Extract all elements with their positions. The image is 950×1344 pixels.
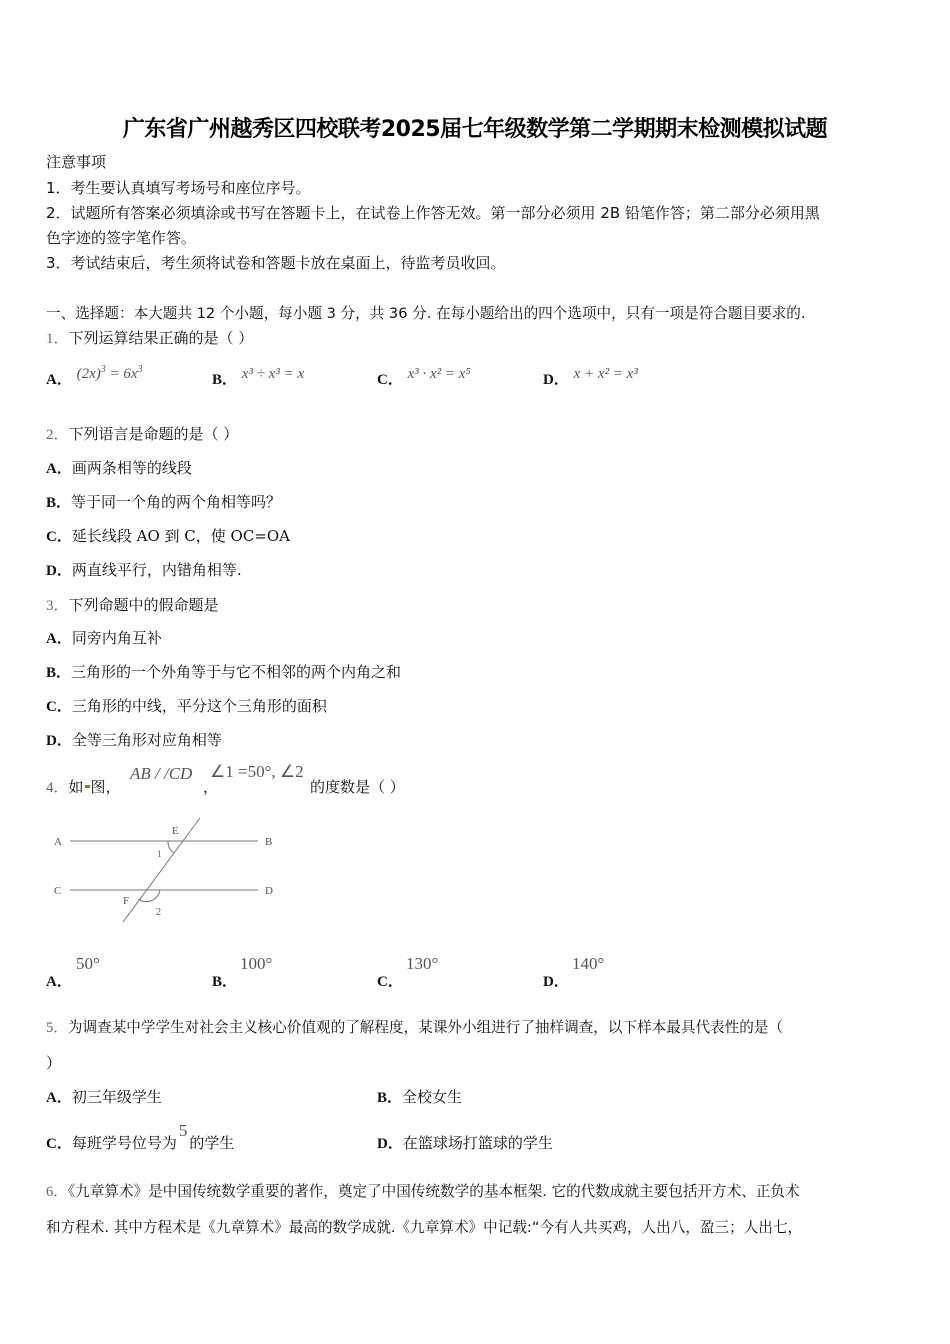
option-letter: A． [46,461,72,477]
q4-option-c-value: 130° [406,954,439,973]
question-6-cont: 和方程术. 其中方程术是《九章算术》最高的数学成就.《九章算术》中记载:“今有人共买鸡，人出八，盈三；人出七， [46,1219,803,1236]
question-number: 1． [46,331,69,347]
option-text: 的学生 [189,1134,235,1152]
q4-option-a[interactable] [46,970,72,991]
question-stem: 下列语言是命题的是（ ） [68,425,239,443]
option-letter: B． [377,1090,403,1106]
svg-text:C: C [54,885,62,897]
notice-item-1: 1．考生要认真填写考场号和座位序号。 [46,179,311,197]
option-letter: C． [377,974,403,990]
question-number: 4． [46,780,69,796]
q4-math-parallel: AB / /CD [130,764,193,783]
transversal-ef [123,818,200,922]
q4-stem-end: 的度数是（ ） [310,778,405,796]
option-letter: A． [46,974,72,990]
notice-item-2: 2．试题所有答案必须填涂或书写在答题卡上，在试卷上作答无效。第一部分必须用 2B 铅笔作答；第二部分必须用黑 [46,204,820,222]
question-stem: 为调查某中学学生对社会主义核心价值观的了解程度，某课外小组进行了抽样调查，以下样本最具代表性的是（ [67,1019,784,1036]
q1-option-b[interactable] [212,368,304,389]
q2-option-a[interactable] [46,457,192,478]
svg-text:B: B [265,836,273,848]
q3-option-c[interactable] [46,695,327,716]
question-stem: 下列运算结果正确的是（ ） [68,329,254,347]
option-letter: B． [212,372,238,388]
q4-option-d-value: 140° [572,954,605,973]
notice-item-2-cont: 色字迹的签字笔作答。 [46,229,197,247]
option-text: 全校女生 [402,1088,463,1106]
green-mark-artifact [85,785,90,788]
option-letter: C． [46,529,72,545]
q4-comma: ， [203,778,219,796]
option-letter: C． [377,372,403,388]
angle-1-arc [168,841,174,853]
option-text: 等于同一个角的两个角相等吗？ [71,493,282,511]
svg-text:2: 2 [156,907,161,918]
option-text: 同旁内角互补 [71,629,162,647]
option-letter: B． [46,665,72,681]
option-text: 全等三角形对应角相等 [71,731,222,749]
question-6 [46,1180,800,1201]
option-math: x + x² = x³ [573,366,638,382]
option-letter: D． [377,1136,403,1152]
q4-option-c[interactable] [377,970,403,991]
question-stem: 下列命题中的假命题是 [68,596,219,614]
document-title: 广东省广州越秀区四校联考2025届七年级数学第二学期期末检测模拟试题 [122,117,828,142]
option-letter: A． [46,631,72,647]
notice-item-3: 3．考试结束后，考生须将试卷和答题卡放在桌面上，待监考员收回。 [46,254,506,272]
question-3 [46,594,219,615]
q4-option-b[interactable] [212,970,237,991]
q5-option-c[interactable] [46,1121,235,1153]
q5-option-d[interactable] [377,1132,553,1153]
q3-option-d[interactable] [46,729,222,750]
q5-option-a[interactable] [46,1086,162,1107]
q2-option-b[interactable] [46,491,281,512]
question-number: 5． [46,1020,68,1036]
option-letter: D． [46,733,72,749]
question-stem: 如 [68,778,84,796]
option-letter: A． [46,372,72,388]
q4-math-angles: ∠1 =50°, ∠2 [210,762,304,781]
option-text: 初三年级学生 [71,1088,162,1106]
option-math: 5 [178,1121,188,1140]
question-number: 6． [46,1184,68,1200]
question-number: 3． [46,598,69,614]
section-heading: 一、选择题：本大题共 12 个小题，每小题 3 分，共 36 分. 在每小题给出的四个选项中，只有一项是符合题目要求的. [46,305,806,322]
option-text: 三角形的中线，平分这个三角形的面积 [71,697,327,715]
q4-option-a-value: 50° [76,954,100,973]
option-text: 每班学号位号为 [71,1134,177,1152]
q2-option-d[interactable] [46,559,242,580]
option-math: x³ · x² = x⁵ [407,366,471,382]
parallel-lines-figure [40,810,290,930]
option-letter: D． [46,563,72,579]
svg-text:F: F [123,895,130,907]
question-number: 2． [46,427,69,443]
question-stem: 《九章算术》是中国传统数学重要的著作，奠定了中国传统数学的基本框架. 它的代数成就主要包括开方术、正负术 [67,1183,800,1200]
question-1 [46,327,253,348]
option-letter: C． [46,699,72,715]
option-letter: D． [543,974,569,990]
angle-2-arc [138,890,160,902]
option-letter: C． [46,1136,72,1152]
q1-option-d[interactable] [543,368,638,389]
q4-option-d[interactable] [543,970,569,991]
question-2 [46,423,238,444]
question-5 [46,1016,783,1037]
q5-option-b[interactable] [377,1086,462,1107]
option-letter: B． [212,974,238,990]
q4-option-b-value: 100° [240,954,273,973]
svg-text:1: 1 [157,849,162,859]
option-letter: B． [46,495,72,511]
q3-option-b[interactable] [46,661,401,682]
option-letter: A． [46,1090,72,1106]
option-math: x³ ÷ x³ = x [241,366,305,382]
option-text: 在篮球场打篮球的学生 [402,1134,553,1152]
q3-option-a[interactable] [46,627,162,648]
option-text: 延长线段 AO 到 C，使 OC=OA [71,527,290,545]
question-5-cont: ） [46,1054,62,1072]
question-4 [46,776,121,797]
svg-text:E: E [172,825,179,837]
option-text: 两直线平行，内错角相等. [71,561,242,579]
option-text: 画两条相等的线段 [71,459,192,477]
svg-text:D: D [265,885,273,897]
svg-text:A: A [54,836,62,848]
q1-option-c[interactable] [377,368,471,389]
q2-option-c[interactable] [46,525,290,546]
option-text: 三角形的一个外角等于与它不相邻的两个内角之和 [71,663,402,681]
q1-option-a[interactable] [46,364,143,389]
notice-heading: 注意事项 [46,153,107,171]
option-letter: D． [543,372,569,388]
question-stem: 图， [90,778,121,796]
option-math: $(2x)^3 = 6x^3$ [76,364,143,382]
